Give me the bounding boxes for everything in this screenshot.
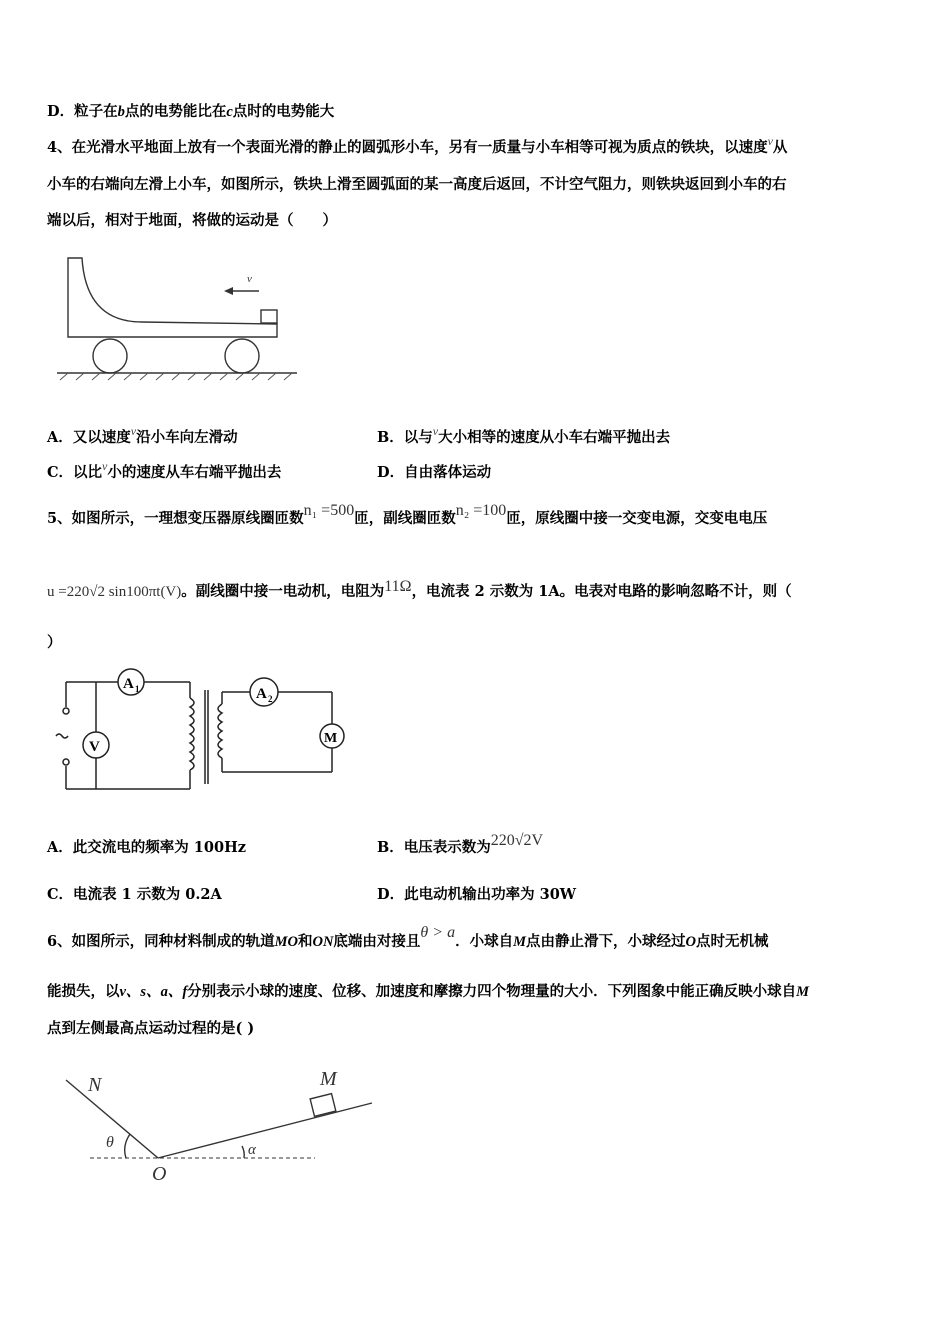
q4-a-text-end: 沿小车向左滑动	[136, 429, 238, 446]
q6-l2-text: 能损失，以	[47, 983, 120, 1000]
q4-line-3: 端以后，相对于地面，将做的运动是（ ）	[47, 212, 337, 229]
q4-c-text-end: 小的速度从车右端平抛出去	[107, 464, 282, 481]
q4-v-symbol: v	[767, 134, 773, 148]
q5-line-2	[47, 578, 792, 602]
q4-option-a	[47, 424, 238, 448]
q4-a-text: A．又以速度	[47, 429, 131, 446]
q6-l1-text: 6、如图所示，同种材料制成的轨道	[47, 933, 275, 950]
q6-line-1	[47, 924, 769, 952]
q5-b-text: B．电压表示数为	[377, 839, 491, 856]
q3-d-text: D．粒子在	[47, 103, 118, 120]
q5-l1-text-2: 匝，副线圈匝数	[354, 510, 456, 527]
fig-label-alpha: α	[248, 1142, 256, 1158]
q6-line-2	[47, 982, 809, 1002]
q5-l1-text: 5、如图所示，一理想变压器原线圈匝数	[47, 510, 304, 527]
q4-a-v: v	[130, 424, 137, 438]
q3-d-text-mid: 点的电势能比在	[124, 103, 227, 120]
q5-l2-text-2: ，电流表 2 示数为 1A。电表对电路的影响忽略不计，则（	[411, 583, 792, 600]
q4-b-text-end: 大小相等的速度从小车右端平抛出去	[438, 429, 671, 446]
q5-n1: n₁ =500	[303, 502, 355, 519]
q6-l1-text-4: 点由静止滑下，小球经过	[525, 933, 686, 950]
q5-line-1	[47, 502, 768, 529]
q5-transformer-circuit	[52, 662, 362, 797]
q6-and: 和	[297, 933, 313, 950]
wheel-right	[225, 339, 259, 373]
q6-l2-text-2: 分别表示小球的速度、位移、加速度和摩擦力四个物理量的大小．下列图象中能正确反映小球自	[187, 983, 797, 1000]
a1-subscript: 1	[135, 684, 140, 694]
q6-l1-text-2: 底端由对接且	[333, 933, 421, 950]
q5-n2: n₂ =100	[455, 502, 507, 519]
q6-l1-text-3: ．小球自	[455, 933, 514, 950]
q4-l1-text: 4、在光滑水平地面上放有一个表面光滑的静止的圆弧形小车，另有一质量与小车相等可视为质点的铁块，以速度	[47, 139, 768, 156]
q5-voltage-expr: u =220√2 sin100πt(V)	[47, 584, 182, 600]
q6-line-3: 点到左侧最高点运动过程的是( )	[47, 1020, 255, 1037]
q3-d-point-c: c	[226, 104, 233, 120]
q5-option-b	[377, 832, 544, 858]
q3-d-text-end: 点时的电势能大	[232, 103, 335, 120]
q6-mo: MO	[274, 934, 298, 950]
q6-l1-text-5: 点时无机械	[695, 933, 769, 950]
q5-resistance: 11Ω	[384, 578, 412, 595]
q4-b-v: v	[432, 424, 439, 438]
q6-o: O	[685, 934, 696, 950]
fig-label-n: N	[88, 1074, 102, 1096]
a2-subscript: 2	[268, 694, 273, 704]
fig-label-o: O	[152, 1163, 167, 1185]
q4-c-text: C．以比	[47, 464, 103, 481]
q4-line-1	[47, 134, 788, 158]
q6-track-figure	[60, 1062, 380, 1187]
q3-d-point-b: b	[117, 104, 125, 120]
q4-cart-figure	[52, 252, 302, 387]
q4-b-text: B．以与	[377, 429, 433, 446]
q6-l2-m: M	[796, 984, 810, 1000]
a1-label: A	[123, 676, 134, 692]
q4-option-c	[47, 459, 282, 483]
cart-body	[68, 258, 277, 337]
q4-fig-v-label: v	[247, 273, 252, 285]
q4-option-b	[377, 424, 671, 448]
q4-c-v: v	[102, 459, 108, 473]
q6-m: M	[513, 934, 526, 950]
fig-label-m: M	[320, 1068, 337, 1090]
q6-condition: θ > a	[420, 924, 456, 941]
voltmeter-label: V	[89, 739, 100, 755]
a2-label: A	[256, 686, 267, 702]
q6-on: ON	[312, 934, 334, 950]
q5-option-d: D．此电动机输出功率为 30W	[377, 886, 577, 903]
iron-block	[261, 310, 277, 323]
velocity-arrow-head	[224, 287, 233, 295]
q5-l1-text-3: 匝，原线圈中接一交变电源，交变电电压	[506, 510, 768, 527]
q6-vars: v、s、a、f	[119, 984, 188, 1000]
q4-l1-end: 从	[772, 139, 788, 156]
q5-option-a: A．此交流电的频率为 100Hz	[47, 839, 246, 856]
q5-line-3: ）	[47, 634, 62, 651]
q5-b-value: 220√2V	[490, 832, 544, 849]
q5-option-c: C．电流表 1 示数为 0.2A	[47, 886, 222, 903]
q5-l2-text: 。副线圈中接一电动机，电阻为	[181, 583, 385, 600]
fig-label-theta: θ	[106, 1134, 114, 1151]
motor-label: M	[324, 731, 338, 746]
track-mo	[158, 1103, 372, 1158]
wheel-left	[93, 339, 127, 373]
q3-option-d	[47, 102, 334, 122]
q4-option-d: D．自由落体运动	[377, 464, 492, 481]
q4-line-2: 小车的右端向左滑上小车，如图所示，铁块上滑至圆弧面的某一高度后返回，不计空气阻力，则铁块返回到小车的右	[47, 176, 787, 193]
